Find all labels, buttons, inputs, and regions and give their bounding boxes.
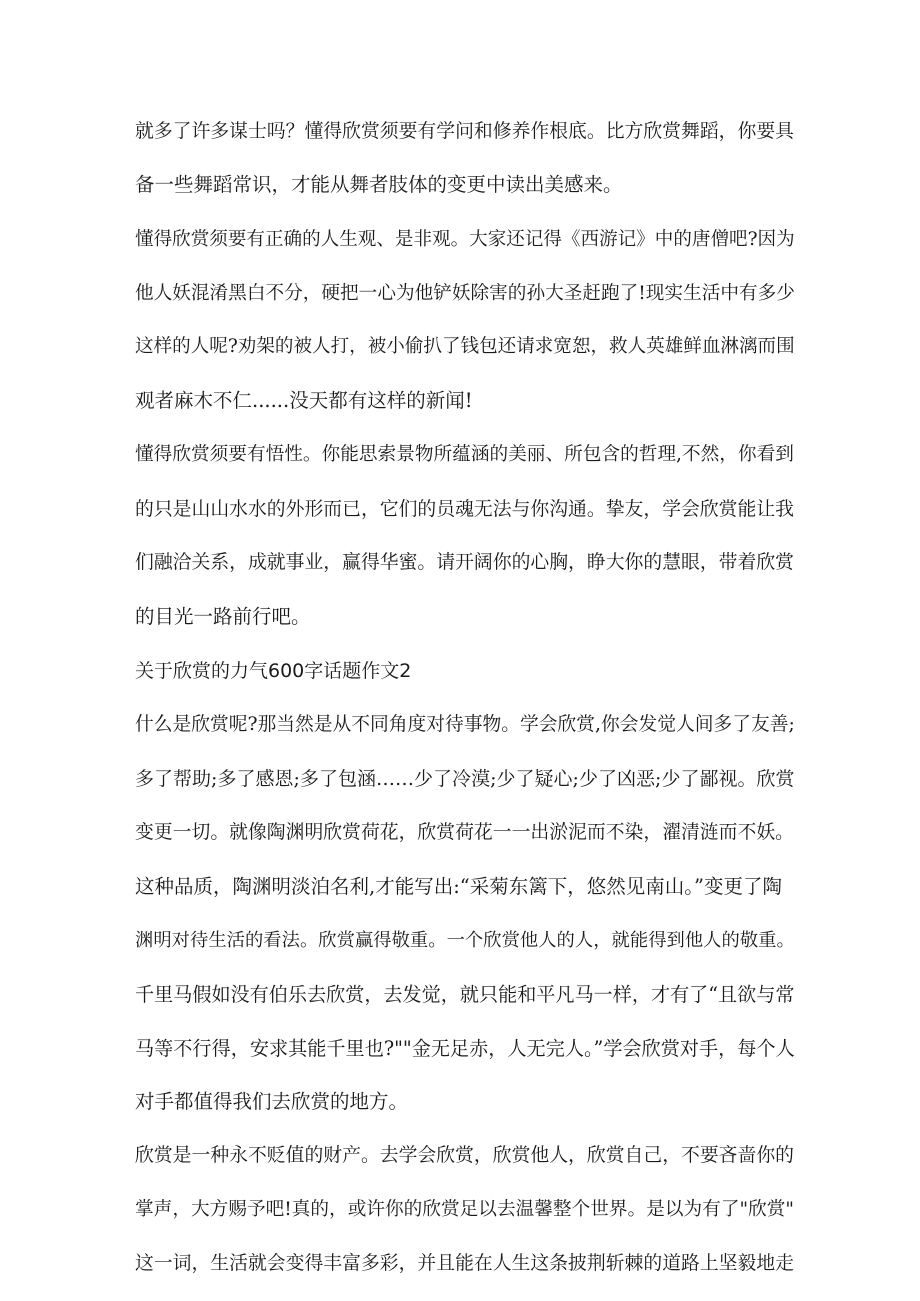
text-line: 什么是欣赏呢?那当然是从不同角度对待事物。学会欣赏,你会发觉人间多了友善;	[135, 714, 795, 735]
text-line: 这样的人呢?劝架的被人打，被小偷扒了钱包还请求宽恕，救人英雄鲜血淋漓而围	[135, 336, 795, 357]
text-line: 就多了许多谋士吗？懂得欣赏须要有学问和修养作根底。比方欣赏舞蹈，你要具	[135, 121, 794, 142]
text-line: 多了帮助;多了感恩;多了包涵……少了冷漠;少了疑心;少了凶恶;少了鄙视。欣赏	[135, 768, 795, 790]
text-line: 备一些舞蹈常识，才能从舞者肢体的变更中读出美感来。	[135, 173, 623, 196]
text-line: 的目光一路前行吧。	[135, 605, 311, 628]
text-line: 渊明对待生活的看法。欣赏赢得敬重。一个欣赏他人的人，就能得到他人的敬重。	[135, 930, 795, 951]
text-line: 懂得欣赏须要有正确的人生观、是非观。大家还记得《西游记》中的唐僧吧?因为	[135, 229, 795, 250]
text-line: 马等不行得，安求其能千里也?""金无足赤，人无完人。”学会欣赏对手，每个人	[135, 1037, 795, 1060]
text-line: 懂得欣赏须要有悟性。你能思索景物所蕴涵的美丽、所包含的哲理,不然，你看到	[135, 444, 794, 465]
text-line: 们融洽关系，成就事业，赢得华蜜。请开阔你的心胸，睁大你的慧眼，带着欣赏	[135, 552, 794, 573]
text-line: 这种品质，陶渊明淡泊名利,才能写出:“采菊东篱下，悠然见南山。”变更了陶	[135, 875, 782, 898]
text-line: 掌声，大方赐予吧!真的，或许你的欣赏足以去温馨整个世界。是以为有了"欣赏"	[135, 1199, 794, 1220]
section-heading: 关于欣赏的力气600字话题作文2	[135, 660, 412, 682]
text-line: 他人妖混淆黑白不分，硬把一心为他铲妖除害的孙大圣赶跑了!现实生活中有多少	[135, 283, 795, 304]
text-line: 观者麻木不仁......没天都有这样的新闻!	[135, 389, 473, 412]
text-line: 的只是山山水水的外形而已，它们的员魂无法与你沟通。挚友，学会欣赏能让我	[135, 499, 794, 520]
text-line: 这一词，生活就会变得丰富多彩，并且能在人生这条披荆斩棘的道路上坚毅地走	[135, 1253, 794, 1274]
text-line: 千里马假如没有伯乐去欣赏，去发觉，就只能和平凡马一样，才有了“且欲与常	[135, 983, 795, 1006]
text-line: 欣赏是一种永不贬值的财产。去学会欣赏，欣赏他人，欣赏自己，不要吝啬你的	[135, 1145, 794, 1166]
text-line: 变更一切。就像陶渊明欣赏荷花，欣赏荷花一一出淤泥而不染，濯清涟而不妖。	[135, 822, 794, 843]
text-line: 对手都值得我们去欣赏的地方。	[135, 1090, 409, 1113]
